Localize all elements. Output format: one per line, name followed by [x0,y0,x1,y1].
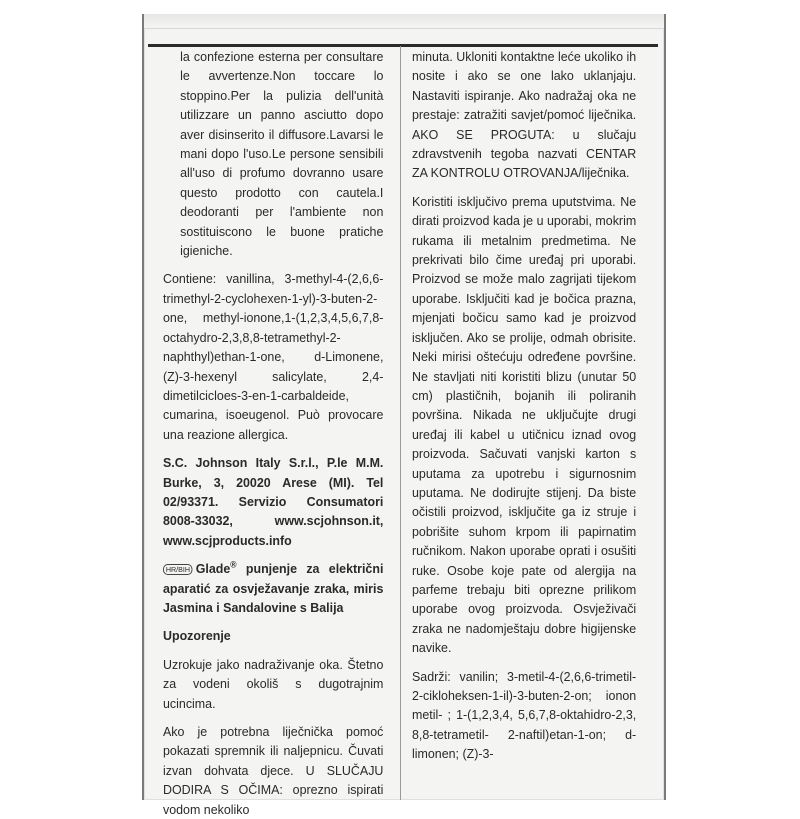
language-badge: HR/BIH [163,564,193,575]
brand-name: Glade [195,561,231,577]
ingredients-text-hr: Sadrži: vanilin; 3-metil-4-(2,6,6-trimetil-2-cikloheksen-1-il)-3-buten-2-on; ionon metil- ; 1-(1,2,3,4, 5,6,7,8-oktahidro-2,3, 8,8-tetrametil- 2-naftil)etan-1-on; d-limonen; (Z)-3- [412,668,637,762]
precaution-statement: Ako je potrebna liječnička pomoć pokazati spremnik ili naljepnicu. Čuvati izvan dohvata djece. U SLUČAJU DODIRA S OČIMA: oprezno ispirati vodom nekoliko [163,724,384,817]
product-description: punjenje za električni aparatić za osvježavanje zraka, miris Jasmina i Sandalovine s Balija [163,561,384,615]
ingredients-text-it: Contiene: vanillina, 3-methyl-4-(2,6,6-trimethyl-2-cyclohexen-1-yl)-3-buten-2-one, methyl-ionone,1-(1,2,3,4,5,6,7,8-octahydro-2,3,8,8-tetramethyl-2-naphthyl)ethan-1-one, d-Limonene, (Z)-3-hexenyl salicylate, 2,4-dimetilcicloes-3-en-1-carbaldeide, cumarina, isoeugenol. Può provocare una reazione allergica. [163,271,384,442]
warnings-text-it: la confezione esterna per consultare le avvertenze.Non toccare lo stoppino.Per la pulizia dell'unità utilizzare un panno asciutto dopo aver disinserito il diffusore.Lavarsi le mani dopo l'uso.Le persone sensibili all'uso di profumo dovranno usare questo prodotto con cautela.I deodoranti per l'ambiente non sostituiscono le buone pratiche igieniche. [180,49,384,259]
registered-mark: ® [230,559,237,570]
product-title-hr [163,559,383,617]
warning-heading: Upozorenje [163,628,231,644]
company-info: S.C. Johnson Italy S.r.l., P.le M.M. Burke, 3, 20020 Arese (MI). Tel 02/93371. Servizio Consumatori 8008-33032, www.scjohnson.it, www.scjproducts.info [163,455,384,548]
column-divider [400,46,401,800]
first-aid-text: minuta. Ukloniti kontaktne leće ukoliko ih nosite i ako se one lako uklanjaju. Nastaviti ispiranje. Ako nadražaj oka ne prestaje: zatražiti savjet/pomoć liječnika. AKO SE PROGUTA: u slučaju zdravstvenih tegoba nazvati CENTAR ZA KONTROLU OTROVANJA/liječnika. [412,49,637,181]
right-column [412,47,636,764]
hazard-statement: Uzrokuje jako nadraživanje oka. Štetno za vodeni okoliš s dugotrajnim ucincima. [163,656,384,711]
left-column [163,47,383,819]
usage-instructions: Koristiti isključivo prema uputstvima. Ne dirati proizvod kada je u uporabi, mokrim rukama ili metalnim predmetima. Ne prekrivati bilo čime uređaj pri uporabi. Proizvod se može malo zagrijati tijekom uporabe. Isključiti kad je bočica prazna, mjenjati bočicu samo kad je proizvod isključen. Ako se prolije, odmah obrisite. Neki mirisi oštećuju određene površine. Ne stavljati niti koristiti blizu (unutar 50 cm) plastičnih, bojanih ili poliranih površina. Nikada ne uključujte drugi uređaj ili kabel u utičnicu iznad ovog proizvoda. Sačuvati vanjski karton s uputama za upotrebu i sigurnosnim uputama. Ne dodirujte stijenj. Da biste očistili proizvod, isključite ga iz struje i pobrišite suhom krpom ili papirnatim ručnikom. Nakon uporabe oprati i osušiti ruke. Osobe koje pate od alergija na parfeme trebaju biti oprezne prilikom uporabe ovog proizvoda. Osvježivači zraka ne nadomještaju dobre higijenske navike. [412,193,637,656]
